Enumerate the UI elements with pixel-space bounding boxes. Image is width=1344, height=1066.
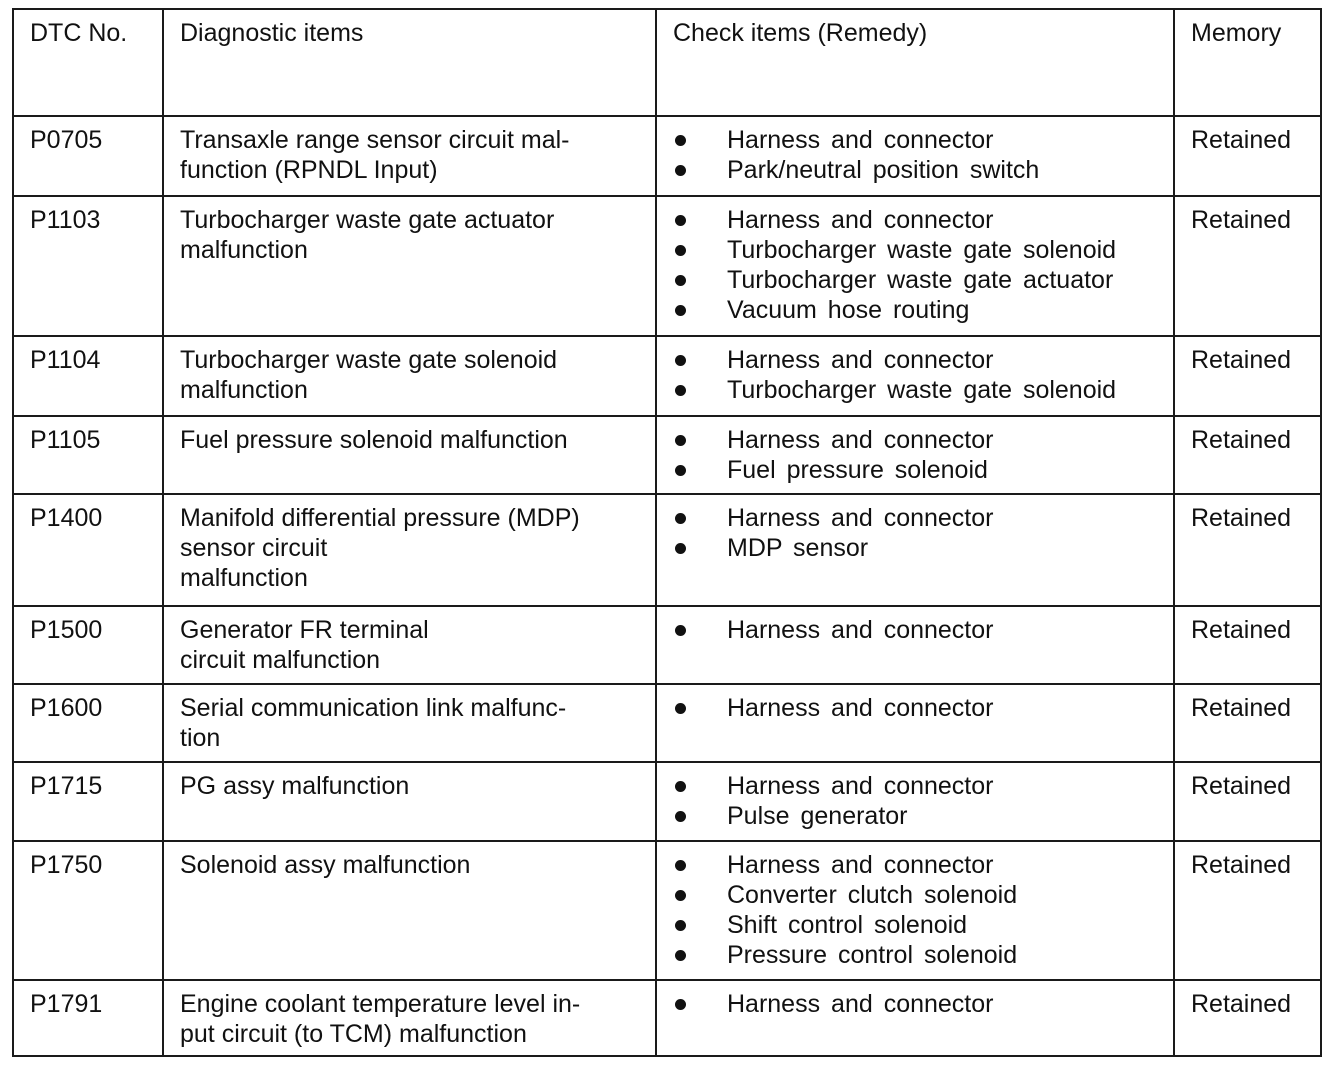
dtc-code: P1791 [13, 980, 163, 1056]
diagnostic-item [163, 841, 656, 980]
check-item: Harness and connector [673, 771, 1163, 801]
check-item: Turbocharger waste gate solenoid [673, 235, 1163, 265]
table-row [13, 494, 1321, 606]
table-row [13, 196, 1321, 336]
memory-status: Retained [1174, 684, 1321, 762]
dtc-code: P1400 [13, 494, 163, 606]
header-row [13, 9, 1321, 116]
check-item-list [673, 125, 1163, 185]
header-memory: Memory [1174, 9, 1321, 116]
table-row [13, 841, 1321, 980]
check-item: Shift control solenoid [673, 910, 1163, 940]
check-item: Turbocharger waste gate actuator [673, 265, 1163, 295]
memory-status: Retained [1174, 336, 1321, 416]
check-items [656, 336, 1174, 416]
diagnostic-item-line: Turbocharger waste gate solenoid [180, 346, 558, 374]
check-item: Harness and connector [673, 693, 1163, 723]
memory-status: Retained [1174, 116, 1321, 196]
check-item: Harness and connector [673, 205, 1163, 235]
check-item: MDP sensor [673, 533, 1163, 563]
diagnostic-item-line: malfunction [180, 376, 308, 404]
check-item: Fuel pressure solenoid [673, 455, 1163, 485]
check-item-list [673, 850, 1163, 970]
check-item: Harness and connector [673, 615, 1163, 645]
check-item: Harness and connector [673, 425, 1163, 455]
check-item-list [673, 771, 1163, 831]
diagnostic-item-line: malfunction [180, 236, 308, 264]
check-item: Harness and connector [673, 345, 1163, 375]
table-row [13, 684, 1321, 762]
diagnostic-item-line: Solenoid assy malfunction [180, 851, 471, 879]
check-items [656, 196, 1174, 336]
memory-status: Retained [1174, 980, 1321, 1056]
table-row [13, 762, 1321, 841]
header-diagnostic-items: Diagnostic items [163, 9, 656, 116]
check-item: Turbocharger waste gate solenoid [673, 375, 1163, 405]
table-row [13, 980, 1321, 1056]
check-items [656, 116, 1174, 196]
diagnostic-item-line: Manifold differential pressure (MDP) [180, 504, 580, 532]
check-items [656, 684, 1174, 762]
diagnostic-item-line: Engine coolant temperature level in- [180, 990, 581, 1018]
dtc-code: P1105 [13, 416, 163, 494]
check-item: Pressure control solenoid [673, 940, 1163, 970]
diagnostic-item [163, 416, 656, 494]
memory-status: Retained [1174, 762, 1321, 841]
diagnostic-item [163, 196, 656, 336]
diagnostic-item-line: Serial communication link malfunc- [180, 694, 567, 722]
memory-status: Retained [1174, 416, 1321, 494]
diagnostic-item [163, 684, 656, 762]
diagnostic-item-line: PG assy malfunction [180, 772, 410, 800]
check-item: Pulse generator [673, 801, 1163, 831]
diagnostic-item-line: put circuit (to TCM) malfunction [180, 1020, 527, 1048]
table-body [13, 116, 1321, 1056]
diagnostic-item-line: Generator FR terminal [180, 616, 429, 644]
check-item-list [673, 503, 1163, 563]
diagnostic-item-line: circuit malfunction [180, 646, 381, 674]
diagnostic-item [163, 116, 656, 196]
check-items [656, 841, 1174, 980]
diagnostic-item-line: function (RPNDL Input) [180, 156, 438, 184]
dtc-code: P1750 [13, 841, 163, 980]
check-item: Harness and connector [673, 503, 1163, 533]
table-row [13, 116, 1321, 196]
diagnostic-item-line: sensor circuit [180, 534, 328, 562]
table-row [13, 606, 1321, 684]
check-item: Vacuum hose routing [673, 295, 1163, 325]
header-check-items: Check items (Remedy) [656, 9, 1174, 116]
dtc-code: P1715 [13, 762, 163, 841]
check-item-list [673, 425, 1163, 485]
check-items [656, 606, 1174, 684]
check-item: Park/neutral position switch [673, 155, 1163, 185]
dtc-code: P1600 [13, 684, 163, 762]
diagnostic-item-line: Transaxle range sensor circuit mal- [180, 126, 570, 154]
memory-status: Retained [1174, 196, 1321, 336]
memory-status: Retained [1174, 841, 1321, 980]
diagnostic-item-line: Turbocharger waste gate actuator [180, 206, 555, 234]
check-item: Converter clutch solenoid [673, 880, 1163, 910]
diagnostic-item [163, 606, 656, 684]
check-items [656, 494, 1174, 606]
dtc-code: P1103 [13, 196, 163, 336]
table-row [13, 336, 1321, 416]
table-row [13, 416, 1321, 494]
memory-status: Retained [1174, 606, 1321, 684]
check-item: Harness and connector [673, 850, 1163, 880]
check-items [656, 980, 1174, 1056]
memory-status: Retained [1174, 494, 1321, 606]
check-item-list [673, 345, 1163, 405]
header-dtc-no: DTC No. [13, 9, 163, 116]
dtc-code: P0705 [13, 116, 163, 196]
check-item-list [673, 989, 1163, 1019]
dtc-code: P1500 [13, 606, 163, 684]
diagnostic-item-line: malfunction [180, 564, 308, 592]
diagnostic-item [163, 336, 656, 416]
dtc-code: P1104 [13, 336, 163, 416]
check-items [656, 416, 1174, 494]
diagnostic-item-line: tion [180, 724, 221, 752]
dtc-table [12, 8, 1322, 1057]
check-items [656, 762, 1174, 841]
diagnostic-item [163, 494, 656, 606]
check-item: Harness and connector [673, 125, 1163, 155]
diagnostic-item-line: Fuel pressure solenoid malfunction [180, 426, 568, 454]
diagnostic-item [163, 762, 656, 841]
check-item-list [673, 615, 1163, 645]
check-item-list [673, 205, 1163, 325]
diagnostic-item [163, 980, 656, 1056]
check-item-list [673, 693, 1163, 723]
check-item: Harness and connector [673, 989, 1163, 1019]
